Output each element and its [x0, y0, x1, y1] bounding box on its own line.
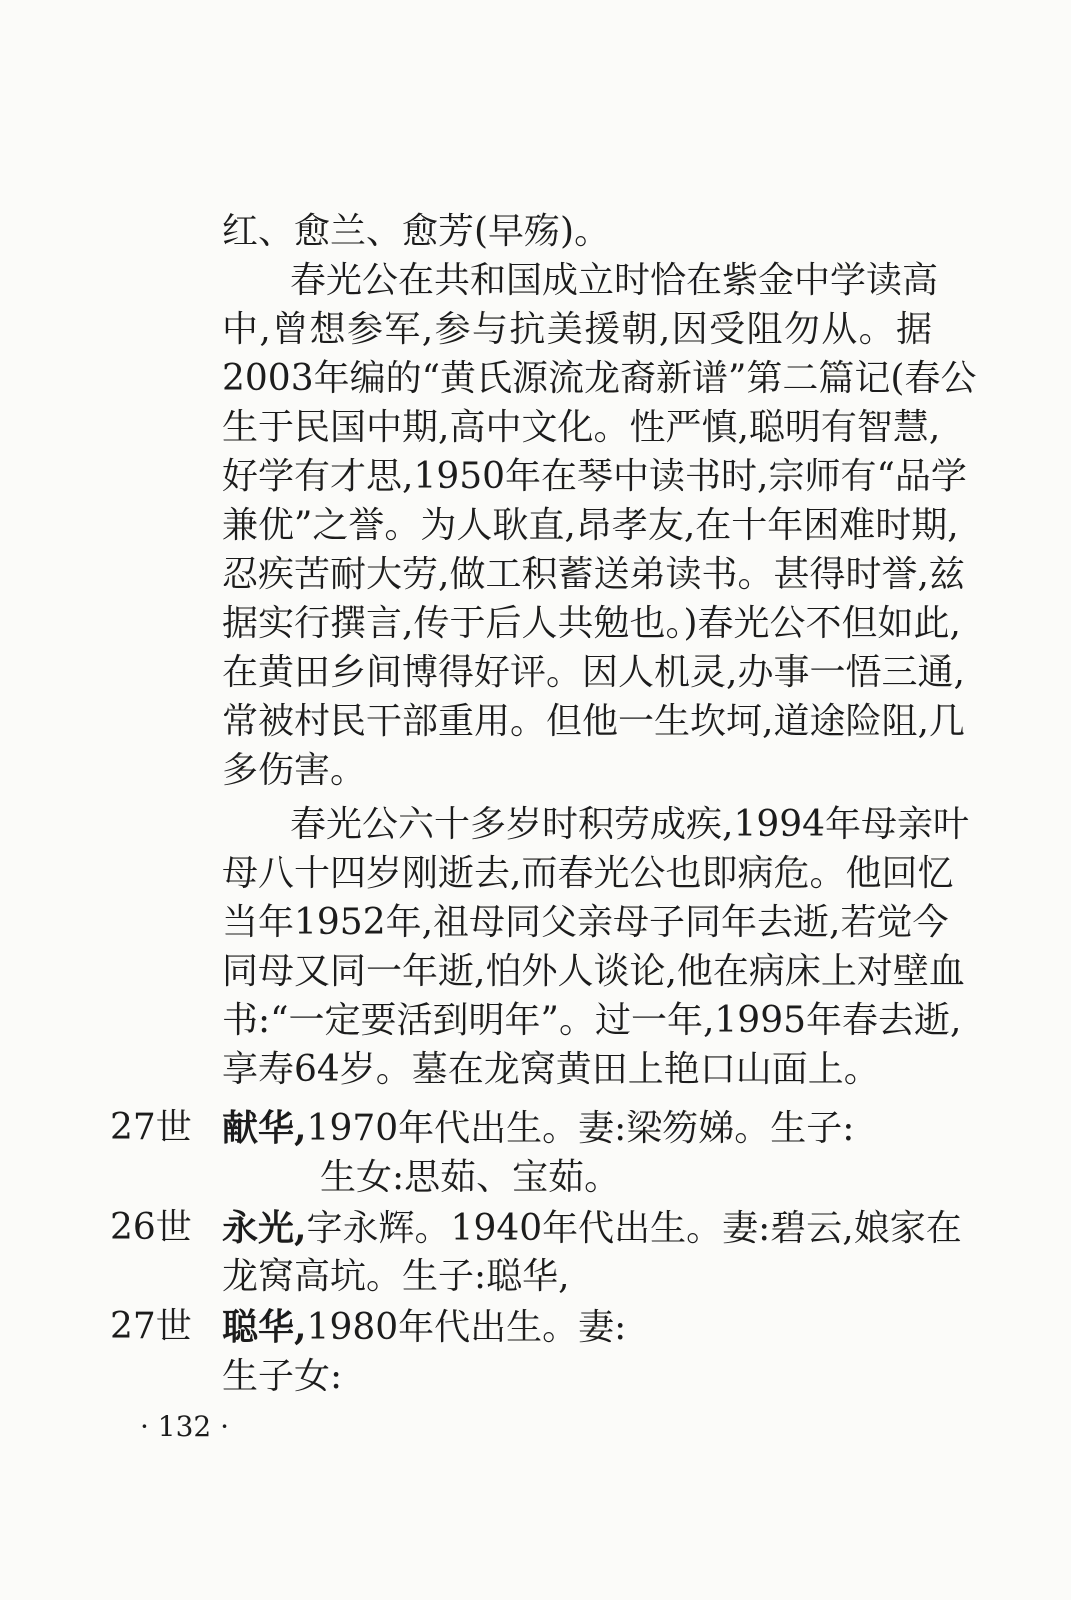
text-line: 书:“一定要活到明年”。过一年,1995年春去逝,	[222, 1000, 962, 1041]
text-line: 当年1952年,祖母同父亲母子同年去逝,若觉今	[222, 902, 949, 943]
text-line: 据实行撰言,传于后人共勉也。)春光公不但如此,	[222, 603, 961, 644]
text-line: 同母又同一年逝,怕外人谈论,他在病床上对壁血	[222, 951, 965, 992]
entry-line	[222, 1108, 932, 1149]
page-number: · 132 ·	[140, 1410, 230, 1443]
text-line: 多伤害。	[222, 750, 367, 791]
entry-text: 生女:思茹、宝茹。	[320, 1157, 621, 1198]
entry-text: 生子女:	[222, 1356, 343, 1397]
entry-text: 1970年代出生。妻:梁笏娣。生子:	[306, 1108, 855, 1149]
entry-line	[320, 1158, 932, 1198]
text-line: 春光公六十多岁时积劳成疾,1994年母亲叶	[290, 804, 970, 845]
text-line: 在黄田乡间博得好评。因人机灵,办事一悟三通,	[222, 652, 965, 693]
text-line: 享寿64岁。墓在龙窝黄田上艳口山面上。	[222, 1049, 880, 1090]
text-line: 兼优”之誉。为人耿直,昂孝友,在十年困难时期,	[222, 505, 959, 546]
entry-text: 1980年代出生。妻:	[306, 1307, 627, 1348]
text-line: 中,曾想参军,参与抗美援朝,因受阻勿从。据	[222, 309, 932, 350]
text-line: 红、愈兰、愈芳(早殇)。	[222, 211, 611, 252]
text-line: 2003年编的“黄氏源流龙裔新谱”第二篇记(春公	[222, 358, 977, 399]
person-name: 聪华,	[222, 1306, 307, 1348]
generation-label: 27世	[110, 1306, 192, 1347]
text-line: 好学有才思,1950年在琴中读书时,宗师有“品学	[222, 456, 967, 497]
entry-line	[222, 1357, 932, 1397]
text-line: 母八十四岁刚逝去,而春光公也即病危。他回忆	[222, 853, 954, 894]
generation-label: 27世	[110, 1107, 192, 1148]
entry-line	[222, 1307, 932, 1348]
person-name: 献华,	[222, 1107, 307, 1149]
text-line: 忍疾苦耐大劳,做工积蓄送弟读书。甚得时誉,兹	[222, 554, 965, 595]
text-line: 生于民国中期,高中文化。性严慎,聪明有智慧,	[222, 407, 941, 448]
entry-text: 字永辉。1940年代出生。妻:碧云,娘家在	[306, 1208, 962, 1249]
entry-line	[222, 1257, 932, 1297]
text-line: 春光公在共和国成立时恰在紫金中学读高	[290, 260, 939, 301]
person-name: 永光,	[222, 1207, 307, 1249]
entry-text: 龙窝高坑。生子:聪华,	[222, 1256, 570, 1297]
text-line: 常被村民干部重用。但他一生坎坷,道途险阻,几	[222, 701, 965, 742]
entry-line	[222, 1207, 962, 1249]
generation-label: 26世	[110, 1207, 192, 1248]
